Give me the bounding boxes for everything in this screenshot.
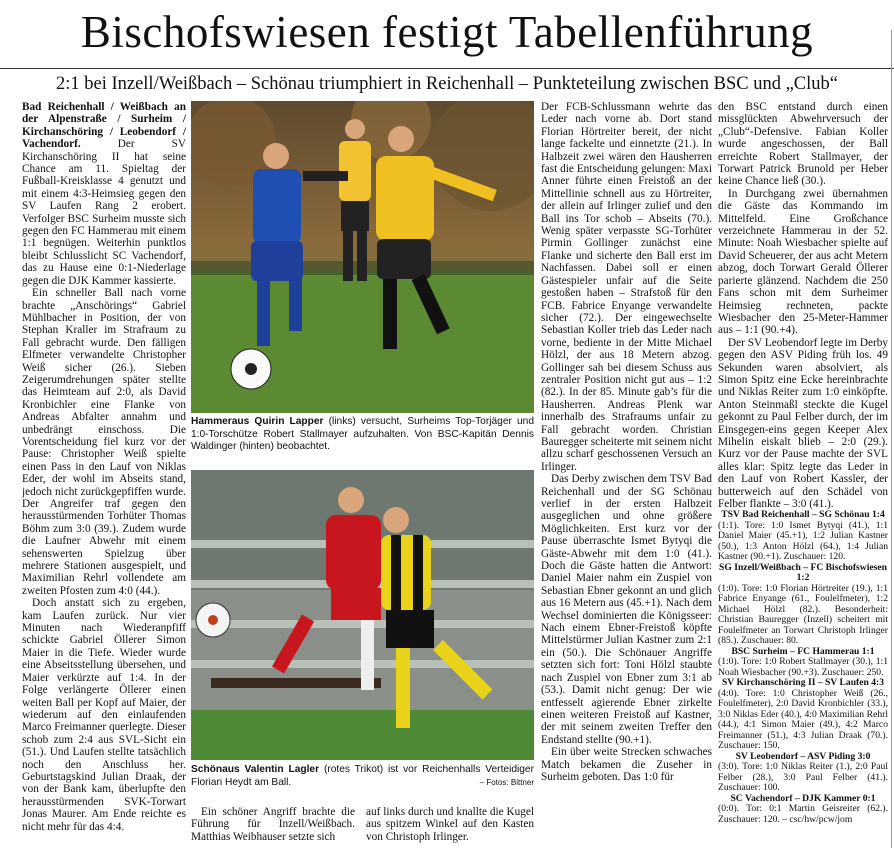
article-column-1 <box>22 101 186 846</box>
match-result-title: TSV Bad Reichenhall – SG Schönau 1:4 <box>721 509 885 521</box>
caption-text: (rotes Trikot) ist vor Reichenhalls Verteidiger Florian Heydt am Ball. <box>191 764 534 788</box>
match-result-details: (3:0). Tore: 1:0 Niklas Reiter (1.), 2:0 Paul Felber (28.), 3:0 Paul Felber (41.). Zuschauer: 100. <box>718 761 888 794</box>
subheadline: 2:1 bei Inzell/Weißbach – Schönau triumphiert in Reichenhall – Punkteteilung zwischen BSC und „Club“ <box>55 74 839 94</box>
results-box <box>718 510 888 825</box>
article-column-2-bottom <box>191 806 355 848</box>
match-result-title: SV Kirchanschöring II – SV Laufen 4:3 <box>721 677 885 689</box>
paragraph: Ein über weite Strecken schwaches Match bekamen die Zuseher in Surheim geboten. Das 1:0 für <box>541 746 712 783</box>
dateline: Bad Reichenhall / Weißbach an der Alpenstraße / Surheim / Kirchanschöring / Leobendorf / Vachendorf. <box>22 101 186 151</box>
match-result <box>718 510 888 563</box>
paragraph: Der SV Leobendorf legte im Derby gegen den ASV Piding früh los. 49 Sekunden waren absolviert, als Simon Spitz eine Ecke hereinbrachte und Niklas Reiter zum 1:0 einköpfte. Anton Steinmaßl steckte die Kugel gekonnt zu Paul Felber durch, der im Einsgegen-eins gegen Keeper Alex Mihelin eiskalt blieb – 2:0 (29.). Kurz vor der Pause machte der SVL alles klar: Spitz legte das Leder in den Lauf von Robert Kassler, der butterweich auf den Schädel von Felber flankte – 3:0 (41.). <box>718 336 888 510</box>
match-result <box>718 794 888 826</box>
photo-caption-2 <box>191 764 534 789</box>
headline-rule <box>0 68 894 69</box>
paragraph <box>22 101 186 287</box>
paragraph: auf links durch und knallte die Kugel aus spitzem Winkel auf den Kasten von Christoph Irlinger. <box>366 806 534 843</box>
caption-text: (links) versucht, Surheims Top-Torjäger und 1:0-Torschütze Robert Stallmayer aufzuhalten. Von BSC-Kapitän Dennis Waldinger (hinten) beobachtet. <box>191 416 534 453</box>
match-result-title: BSC Surheim – FC Hammerau 1:1 <box>731 645 875 657</box>
caption-subject: Hammeraus Quirin Lapper <box>191 416 324 427</box>
paragraph-text: Der SV Kirchanschöring II hat seine Chance am 11. Spieltag der Fußball-Kreisklasse 4 genutzt und mit einem 4:3-Heimsieg gegen den SV Laufen Rang 2 erobert. Verfolger BSC Surheim musste sich gegen den FC Hammerau mit einem 1:1 begnügen. Weiterhin punktlos bleibt Schlusslicht SC Vachendorf, das zu Hause eine 0:1-Niederlage gegen die DJK Kammer kassierte. <box>22 138 186 287</box>
match-result-details: (0:0). Tor: 0:1 Martin Geisreiter (62.). Zuschauer: 120. – csc/hw/pcw/jom <box>718 803 888 825</box>
match-result-details: (1:1). Tore: 1:0 Ismet Bytyqi (41.), 1:1 Daniel Maier (45.+1), 1:2 Julian Kastner (50.), 1:3 Anton Hölzl (64.), 1:4 Julian Kastner (90.+1). Zuschauer: 120. <box>718 519 888 563</box>
paragraph: Doch anstatt sich zu ergeben, kam Laufen zurück. Nur vier Minuten nach Wiederanpfiff schickte Gabriel Öllerer Simon Maier in die Tiefe. Wieder wurde eine Abseitsstellung übersehen, und Maier verkürzte auf 1:4. In der Folge verlängerte Öllerer einen weiten Ball per Kopf auf Maier, der wiederum auf den einlaufenden Marco Freimanner querlegte. Dieser schob zum 2:4 aus SVL-Sicht ein (51.). Und Laufen stellte tatsächlich noch den Anschluss her. Geburtstagskind Julian Draak, der von der Bank kam, überlupfte den herausstürmenden SVK-Torwart Jonas Maurer. Am Ende reichte es nicht mehr für das 4:4. <box>22 597 186 833</box>
match-result-details: (1:0). Tore: 1:0 Florian Hörtreiter (19.), 1:1 Fabrice Enyange (61., Foulelfmeter), 1:2 Michael Hölzl (82.). Besonderheit: Christian Bauregger (Inzell) scheitert mit Foulelfmeter an Torwart Christoph Irlinger (85.). Zuschauer: 80. <box>718 582 888 647</box>
paragraph: In Durchgang zwei übernahmen die Gäste das Kommando im Mittelfeld. Eine Großchance verzeichnete Hammerau in der 52. Minute: Noah Wiesbacher spielte auf David Scheuerer, der aus acht Metern abzog, doch Torwart Gerald Öllerer parierte glänzend. Nachdem die 250 Fans schon mit dem Surheimer Heimsieg rechneten, packte Wiesbacher den 25-Meter-Hammer aus – 1:1 (90.+4). <box>718 187 888 337</box>
match-result-details: (4:0). Tore: 1:0 Christopher Weiß (26., Foulelfmeter), 2:0 David Kronbichler (33.), 3:0 Niklas Eder (40.), 4:0 Maximilian Rehrl (44.), 4:1 Simon Maier (49.), 4:2 Marco Freimanner (51.), 4:3 Julian Draak (70.). Zuschauer: 150. <box>718 687 888 752</box>
photo-credit: – Fotos: Bittner <box>479 777 534 787</box>
match-result-title: SG Inzell/Weißbach – FC Bischofswiesen 1:2 <box>719 561 887 584</box>
paragraph: Das Derby zwischen dem TSV Bad Reichenhall und der SG Schönau verlief in der ersten Halbzeit ausgeglichen und ohne größere Möglichkeiten. Erst kurz vor der Pause überraschte Ismet Bytyqi die Gäste-Abwehr mit dem 1:0 (41.). Doch die Gäste hatten die Antwort: Daniel Maier nahm ein Zuspiel von Sebastian Ebner gekonnt an und glich aus 16 Metern aus (45.+1). Nach dem Wechsel dominierten die Königsseer: Nach einem Ebner-Freistoß köpfte Mittelstürmer Julian Kastner zum 2:1 ein (50.). Die Schönauer Angriffe setzten sich fort: Toni Hölzl staubte nach Zuspiel von Ebner zum 3:1 ab (53.). Damit nicht genug: Der wie entfesselt agierende Ebner zirkelte einen weiteren Freistoß auf Kastner, der mit seinem zweiten Treffer den Endstand stellte (90.+1). <box>541 473 712 746</box>
paragraph: Der FCB-Schlussmann wehrte das Leder nach vorne ab. Dort stand Florian Hörtreiter bereit, der nicht lange fackelte und einnetzte (21.). In Halbzeit zwei wären den Hausherren fast die Entscheidung gelungen: Maxi Anner führte einen Freistoß an der Mittellinie schnell aus zu Hörtreiter, der allein auf Irlinger zulief und den Ball ins Tor schob – Abseits (70.). Wenig später verpasste SG-Torhüter Pirmin Gollinger zunächst eine Flanke und sicherte den Ball erst im Nachfassen. Dabei soll er einen Gästespieler unfair auf die Seite gestoßen haben – Strafstoß für den FCB. Fabrice Enyange verwandelte sicher (72.). Der eingewechselte Sebastian Koller trieb das Leder nach vorne, bediente in der Mitte Michael Hölzl, der aus 18 Metern abzog. Gollinger sah bei diesem Schuss aus zentraler Position nicht gut aus – 1:2 (82.). In der 85. Minute gab’s für die Hausherren. Andreas Plenk war innerhalb des Strafraums unfair zu Fall gebracht worden. Christian Bauregger scheiterte mit seinem nicht allzu scharf geschossenen Versuch an Irlinger. <box>541 101 712 473</box>
football-action-image <box>191 101 534 413</box>
match-result-details: (1:0). Tore: 1:0 Robert Stallmayer (30.), 1:1 Noah Wiesbacher (90.+3). Zuschauer: 250. <box>718 656 888 678</box>
paragraph: den BSC entstand durch einen missglückten Abwehrversuch der „Club“-Defensive. Fabian Koller wurde angeschossen, der Ball erreichte Robert Stallmayer, der Torwart Patrick Brunold per Heber keine Chance ließ (30.). <box>718 101 888 188</box>
headline: Bischofswiesen festigt Tabellenführung <box>80 7 814 57</box>
match-result <box>718 647 888 679</box>
football-action-image <box>191 470 534 760</box>
article-column-2b-bottom <box>366 806 534 848</box>
paragraph: Ein schneller Ball nach vorne brachte „Anschörings“ Gabriel Mühlbacher in Position, der von Stephan Kraller im Strafraum zu Fall gebracht wurde. Den fälligen Elfmeter verwandelte Christopher Weiß sicher (26.). Sieben Zeigerumdrehungen später stellte das Heimteam auf 2:0, als David Kronbichler eine Flanke von Andreas Abfalter annahm und unbedrängt einschoss. Die Vorentscheidung fiel kurz vor der Pause: Christopher Weiß spielte einen Pass in den Lauf von Niklas Eder, der wohl im Abseits stand, jedoch nicht zurückgepfiffen wurde. Der Angreifer traf gegen den herausstürmenden Torhüter Thomas Böhm zum 3:0 (39.). Zudem wurde die Laufner Abwehr mit einem sehenswerten Spielzug über mehrere Stationen ausgespielt, und Maximilian Rehrl vollendete am zweiten Pfosten zum 4:0 (44.). <box>22 287 186 597</box>
photo-hammerau-vs-surheim <box>191 101 534 413</box>
match-result-title: SC Vachendorf – DJK Kammer 0:1 <box>730 792 876 804</box>
article-column-4 <box>718 101 888 846</box>
paragraph: Ein schöner Angriff brachte die Führung für Inzell/Weißbach. Matthias Weibhauser setzte sich <box>191 806 355 843</box>
photo-reichenhall-vs-schoenau <box>191 470 534 760</box>
match-result <box>718 563 888 647</box>
article-column-3 <box>541 101 712 846</box>
match-result <box>718 752 888 794</box>
match-result <box>718 678 888 752</box>
caption-subject: Schönaus Valentin Lagler <box>191 764 320 775</box>
page-edge-rule <box>891 30 892 848</box>
match-result-title: SV Leobendorf – ASV Piding 3:0 <box>735 750 871 762</box>
photo-caption-1 <box>191 416 534 454</box>
